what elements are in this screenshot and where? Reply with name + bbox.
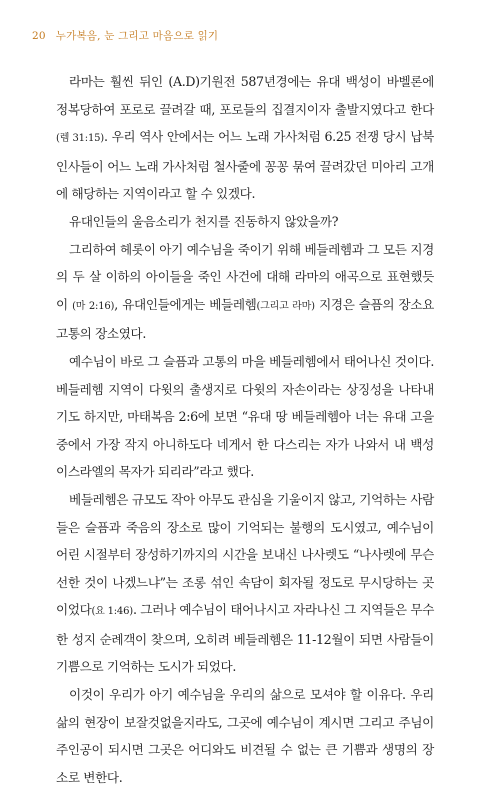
paragraph (56, 486, 434, 681)
scripture-reference: (그리고 라마) (256, 300, 315, 312)
paragraph (56, 68, 434, 208)
paragraph-text: 라마는 훨씬 뒤인 (A.D)기원전 587년경에는 유대 백성이 바벨론에 정복당하여 포로로 끌려갈 때, 포로들의 집결지이자 출발지였다고 한다 (56, 74, 434, 117)
paragraph-text: . 우리 역사 안에서는 어느 노래 가사처럼 6.25 전쟁 당시 납북 인사들이 어느 노래 가사처럼 철사줄에 꽁꽁 묶여 끌려갔던 미아리 고개에 해당하는 지역이라고 할 수 있겠다. (56, 129, 434, 202)
scripture-reference: (렘 31:15) (56, 133, 104, 145)
paragraph-text: 베들레헴은 규모도 작아 아무도 관심을 기울이지 않고, 기억하는 사람들은 슬픔과 죽음의 장소로 많이 기억되는 불행의 도시였고, 예수님이 어린 시절부터 장성하기까지의 시간을 보내신 나사렛도 “나사렛에 무슨 선한 것이 나겠느냐”는 조롱 섞인 속담이 회자될 정도로 무시당하는 곳이었다 (56, 491, 434, 618)
paragraph-text: 이것이 우리가 아기 예수님을 우리의 삶으로 모셔야 할 이유다. 우리 삶의 현장이 보잘것없을지라도, 그곳에 예수님이 계시면 그리고 주님이 주인공이 되시면 그곳은 어디와도 비견될 수 없는 큰 기쁨과 생명의 장소로 변한다. (56, 687, 434, 785)
scripture-reference: (요 1:46) (91, 606, 133, 618)
book-title: 누가복음, 눈 그리고 마음으로 읽기 (55, 30, 219, 42)
running-header (32, 28, 218, 43)
paragraph-text: 예수님이 바로 그 슬픔과 고통의 마을 베들레헴에서 태어나신 것이다. 베들레헴 지역이 다윗의 출생지로 다윗의 자손이라는 상징성을 나타내기도 하지만, 마태복음 2:6에 보면 “유대 땅 베들레헴아 너는 유대 고을 중에서 가장 작지 아니하도다 네게서 한 다스리는 자가 나와서 내 백성 이스라엘의 목자가 되리라”라고 했다. (56, 353, 434, 480)
paragraph (56, 236, 434, 348)
paragraph (56, 681, 434, 791)
paragraph (56, 208, 434, 236)
paragraph-text: 지경은 슬픔의 장소요 고통의 장소였다. (56, 296, 434, 342)
paragraph-text: . 그러나 예수님이 태어나시고 자라나신 그 지역들은 무수한 성지 순례객이 찾으며, 오히려 베들레헴은 11-12월이 되면 사람들이 기쁨으로 기억하는 도시가 되었다. (56, 602, 435, 675)
scripture-reference: (마 2:16) (72, 300, 115, 312)
paragraph (56, 348, 434, 486)
page-number: 20 (32, 30, 46, 42)
paragraph-text: , 유대인들에게는 베들레헴 (114, 296, 257, 312)
paragraph-text: 유대인들의 울음소리가 천지를 진동하지 않았을까? (69, 213, 339, 229)
body-text (56, 68, 434, 791)
paragraph-text: 그리하여 헤롯이 아기 예수님을 죽이기 위해 베들레헴과 그 모든 지경의 두 살 이하의 아이들을 죽인 사건에 대해 라마의 애곡으로 표현했듯이 (56, 241, 434, 312)
